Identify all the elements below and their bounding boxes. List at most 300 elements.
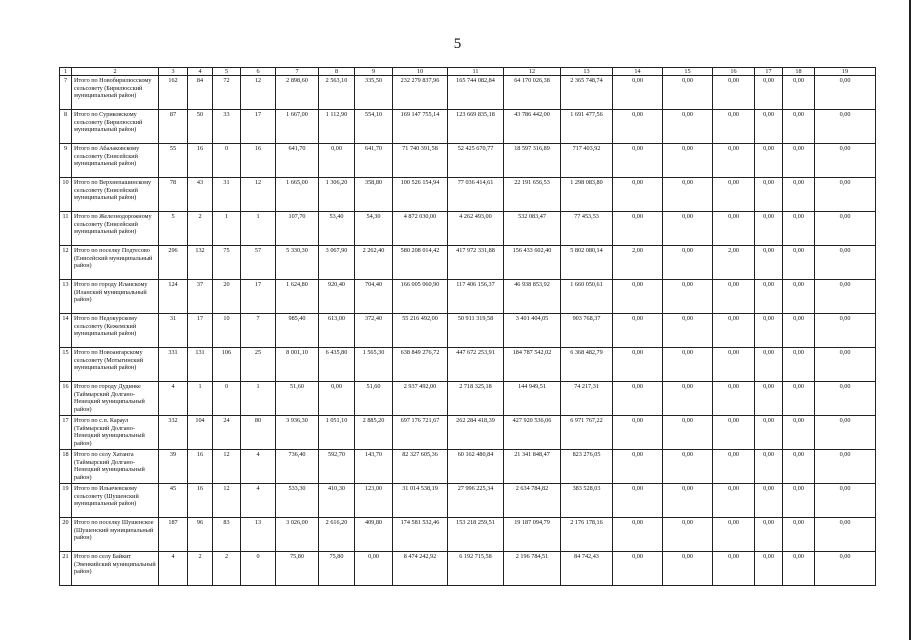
row-number-cell: 20 xyxy=(60,518,72,552)
value-cell: 0,00 xyxy=(613,518,663,552)
value-cell: 37 xyxy=(188,280,213,314)
row-number-cell: 11 xyxy=(60,212,72,246)
row-number-cell: 12 xyxy=(60,246,72,280)
row-number-cell: 18 xyxy=(60,450,72,484)
value-cell: 0,00 xyxy=(815,450,876,484)
value-cell: 13 xyxy=(241,518,276,552)
value-cell: 31 014 538,19 xyxy=(393,484,448,518)
value-cell: 6 435,80 xyxy=(319,348,355,382)
value-cell: 0,00 xyxy=(663,76,713,110)
territory-name-cell: Итого по поселку Подтесово (Енисейский муниципальный район) xyxy=(72,246,159,280)
value-cell: 0,00 xyxy=(815,348,876,382)
scan-edge-line xyxy=(909,0,911,640)
value-cell: 83 xyxy=(213,518,241,552)
value-cell: 7 xyxy=(241,314,276,348)
value-cell: 174 581 532,46 xyxy=(393,518,448,552)
territory-name-cell: Итого по Верхнепашинскому сельсовету (Енисейский муниципальный район) xyxy=(72,178,159,212)
value-cell: 1 xyxy=(241,212,276,246)
column-header: 9 xyxy=(355,68,393,76)
table-row xyxy=(60,280,876,314)
value-cell: 84 742,43 xyxy=(561,552,613,586)
value-cell: 10 xyxy=(213,314,241,348)
value-cell: 60 162 480,84 xyxy=(448,450,504,484)
value-cell: 2 937 492,00 xyxy=(393,382,448,416)
value-cell: 20 xyxy=(213,280,241,314)
value-cell: 78 xyxy=(159,178,188,212)
value-cell: 16 xyxy=(188,450,213,484)
value-cell: 0,00 xyxy=(755,280,783,314)
value-cell: 55 216 492,00 xyxy=(393,314,448,348)
value-cell: 52 425 670,77 xyxy=(448,144,504,178)
value-cell: 72 xyxy=(213,76,241,110)
value-cell: 1 660 050,61 xyxy=(561,280,613,314)
column-header: 18 xyxy=(783,68,815,76)
territory-name-cell: Итого по Суриковскому сельсовету (Бирилюсский муниципальный район) xyxy=(72,110,159,144)
value-cell: 31 xyxy=(213,178,241,212)
column-header: 7 xyxy=(276,68,319,76)
value-cell: 0,00 xyxy=(663,518,713,552)
value-cell: 0,00 xyxy=(755,76,783,110)
value-cell: 2 xyxy=(213,552,241,586)
value-cell: 1 667,00 xyxy=(276,110,319,144)
value-cell: 45 xyxy=(159,484,188,518)
value-cell: 16 xyxy=(188,144,213,178)
page-number: 5 xyxy=(453,36,462,52)
value-cell: 1 306,20 xyxy=(319,178,355,212)
value-cell: 0,00 xyxy=(783,212,815,246)
value-cell: 33 xyxy=(213,110,241,144)
value-cell: 985,40 xyxy=(276,314,319,348)
value-cell: 3 401 404,05 xyxy=(504,314,561,348)
value-cell: 0,00 xyxy=(815,518,876,552)
table-row xyxy=(60,76,876,110)
value-cell: 697 176 721,67 xyxy=(393,416,448,450)
territory-name-cell: Итого по городу Дудинке (Таймырский Долгано-Ненецкий муниципальный район) xyxy=(72,382,159,416)
value-cell: 25 xyxy=(241,348,276,382)
value-cell: 2 563,10 xyxy=(319,76,355,110)
row-number-cell: 13 xyxy=(60,280,72,314)
column-header: 12 xyxy=(504,68,561,76)
territory-name-cell: Итого по селу Байкит (Эвенкийский муниципальный район) xyxy=(72,552,159,586)
value-cell: 4 872 030,00 xyxy=(393,212,448,246)
value-cell: 2,00 xyxy=(613,246,663,280)
value-cell: 0,00 xyxy=(815,246,876,280)
value-cell: 0,00 xyxy=(815,212,876,246)
value-cell: 0,00 xyxy=(613,484,663,518)
value-cell: 75 xyxy=(213,246,241,280)
value-cell: 2 176 178,16 xyxy=(561,518,613,552)
row-number-cell: 17 xyxy=(60,416,72,450)
value-cell: 410,30 xyxy=(319,484,355,518)
value-cell: 1 xyxy=(241,382,276,416)
value-cell: 409,80 xyxy=(355,518,393,552)
value-cell: 3 936,30 xyxy=(276,416,319,450)
value-cell: 0,00 xyxy=(613,450,663,484)
value-cell: 0,00 xyxy=(713,518,755,552)
value-cell: 0,00 xyxy=(815,178,876,212)
value-cell: 184 787 542,02 xyxy=(504,348,561,382)
value-cell: 2 898,60 xyxy=(276,76,319,110)
value-cell: 104 xyxy=(188,416,213,450)
header-row xyxy=(60,68,876,76)
value-cell: 55 xyxy=(159,144,188,178)
value-cell: 27 996 225,34 xyxy=(448,484,504,518)
value-cell: 0,00 xyxy=(783,382,815,416)
value-cell: 165 744 082,84 xyxy=(448,76,504,110)
table-row xyxy=(60,450,876,484)
value-cell: 0,00 xyxy=(663,314,713,348)
value-cell: 12 xyxy=(241,76,276,110)
value-cell: 156 433 602,40 xyxy=(504,246,561,280)
column-header: 4 xyxy=(188,68,213,76)
territory-name-cell: Итого по Абалаковскому сельсовету (Енисейский муниципальный район) xyxy=(72,144,159,178)
value-cell: 96 xyxy=(188,518,213,552)
value-cell: 50 xyxy=(188,110,213,144)
value-cell: 0,00 xyxy=(713,144,755,178)
column-header: 3 xyxy=(159,68,188,76)
row-number-cell: 8 xyxy=(60,110,72,144)
value-cell: 0,00 xyxy=(613,314,663,348)
territory-name-cell: Итого по Недокурскому сельсовету (Кежемский муниципальный район) xyxy=(72,314,159,348)
value-cell: 4 xyxy=(159,382,188,416)
value-cell: 0,00 xyxy=(613,416,663,450)
value-cell: 0,00 xyxy=(713,76,755,110)
value-cell: 0,00 xyxy=(783,110,815,144)
value-cell: 0,00 xyxy=(783,450,815,484)
value-cell: 0 xyxy=(213,144,241,178)
value-cell: 717 403,92 xyxy=(561,144,613,178)
value-cell: 16 xyxy=(241,144,276,178)
value-cell: 43 786 442,00 xyxy=(504,110,561,144)
column-header: 10 xyxy=(393,68,448,76)
value-cell: 417 972 331,88 xyxy=(448,246,504,280)
value-cell: 50 911 319,58 xyxy=(448,314,504,348)
column-header: 5 xyxy=(213,68,241,76)
value-cell: 74 217,31 xyxy=(561,382,613,416)
territory-name-cell: Итого по селу Хатанга (Таймырский Долгано-Ненецкий муниципальный район) xyxy=(72,450,159,484)
table-row xyxy=(60,178,876,212)
value-cell: 6 368 482,79 xyxy=(561,348,613,382)
table-row xyxy=(60,416,876,450)
column-header: 1 xyxy=(60,68,72,76)
table-row xyxy=(60,314,876,348)
value-cell: 2 xyxy=(188,212,213,246)
value-cell: 5 xyxy=(159,212,188,246)
value-cell: 6 192 715,58 xyxy=(448,552,504,586)
value-cell: 0,00 xyxy=(755,348,783,382)
value-cell: 2 xyxy=(188,552,213,586)
value-cell: 82 327 605,36 xyxy=(393,450,448,484)
value-cell: 0,00 xyxy=(783,484,815,518)
value-cell: 46 938 853,92 xyxy=(504,280,561,314)
value-cell: 106 xyxy=(213,348,241,382)
value-cell: 447 672 253,91 xyxy=(448,348,504,382)
value-cell: 0,00 xyxy=(355,552,393,586)
value-cell: 0,00 xyxy=(783,246,815,280)
territory-name-cell: Итого по Ильичевскому сельсовету (Шушенский муниципальный район) xyxy=(72,484,159,518)
value-cell: 335,50 xyxy=(355,76,393,110)
value-cell: 0,00 xyxy=(713,416,755,450)
value-cell: 5 802 080,14 xyxy=(561,246,613,280)
value-cell: 17 xyxy=(188,314,213,348)
value-cell: 4 xyxy=(241,484,276,518)
row-number-cell: 10 xyxy=(60,178,72,212)
value-cell: 0,00 xyxy=(663,416,713,450)
value-cell: 736,40 xyxy=(276,450,319,484)
value-cell: 0,00 xyxy=(815,110,876,144)
value-cell: 77 453,53 xyxy=(561,212,613,246)
value-cell: 0,00 xyxy=(815,76,876,110)
value-cell: 24 xyxy=(213,416,241,450)
value-cell: 132 xyxy=(188,246,213,280)
value-cell: 124 xyxy=(159,280,188,314)
column-header: 11 xyxy=(448,68,504,76)
value-cell: 372,40 xyxy=(355,314,393,348)
value-cell: 4 xyxy=(241,450,276,484)
value-cell: 0,00 xyxy=(815,144,876,178)
value-cell: 53,40 xyxy=(319,212,355,246)
value-cell: 532 083,47 xyxy=(504,212,561,246)
table-row xyxy=(60,484,876,518)
value-cell: 0,00 xyxy=(663,382,713,416)
value-cell: 16 xyxy=(188,484,213,518)
value-cell: 296 xyxy=(159,246,188,280)
value-cell: 0,00 xyxy=(713,314,755,348)
territory-name-cell: Итого по Новобирилюсскому сельсовету (Бирилюсский муниципальный район) xyxy=(72,76,159,110)
value-cell: 0,00 xyxy=(755,518,783,552)
value-cell: 0 xyxy=(241,552,276,586)
value-cell: 704,40 xyxy=(355,280,393,314)
value-cell: 0,00 xyxy=(755,450,783,484)
value-cell: 0,00 xyxy=(783,178,815,212)
column-header: 14 xyxy=(613,68,663,76)
value-cell: 232 279 837,96 xyxy=(393,76,448,110)
value-cell: 0,00 xyxy=(613,280,663,314)
value-cell: 0,00 xyxy=(613,144,663,178)
row-number-cell: 7 xyxy=(60,76,72,110)
table-row xyxy=(60,144,876,178)
value-cell: 80 xyxy=(241,416,276,450)
value-cell: 0,00 xyxy=(663,552,713,586)
value-cell: 383 528,03 xyxy=(561,484,613,518)
data-table xyxy=(59,67,876,586)
value-cell: 1 051,10 xyxy=(319,416,355,450)
value-cell: 0,00 xyxy=(755,212,783,246)
value-cell: 0,00 xyxy=(755,416,783,450)
value-cell: 1 xyxy=(213,212,241,246)
row-number-cell: 15 xyxy=(60,348,72,382)
value-cell: 0,00 xyxy=(815,314,876,348)
value-cell: 0,00 xyxy=(755,144,783,178)
value-cell: 1 298 083,80 xyxy=(561,178,613,212)
value-cell: 1 112,90 xyxy=(319,110,355,144)
value-cell: 262 284 418,39 xyxy=(448,416,504,450)
column-header: 19 xyxy=(815,68,876,76)
value-cell: 920,40 xyxy=(319,280,355,314)
value-cell: 0,00 xyxy=(663,450,713,484)
value-cell: 0,00 xyxy=(663,280,713,314)
value-cell: 107,70 xyxy=(276,212,319,246)
value-cell: 0,00 xyxy=(613,212,663,246)
row-number-cell: 16 xyxy=(60,382,72,416)
value-cell: 162 xyxy=(159,76,188,110)
territory-name-cell: Итого по городу Иланскому (Иланский муниципальный район) xyxy=(72,280,159,314)
value-cell: 12 xyxy=(213,450,241,484)
value-cell: 613,00 xyxy=(319,314,355,348)
column-header: 8 xyxy=(319,68,355,76)
value-cell: 0,00 xyxy=(815,552,876,586)
value-cell: 3 067,90 xyxy=(319,246,355,280)
value-cell: 0,00 xyxy=(613,382,663,416)
value-cell: 0,00 xyxy=(755,246,783,280)
row-number-cell: 21 xyxy=(60,552,72,586)
value-cell: 117 406 156,37 xyxy=(448,280,504,314)
value-cell: 0,00 xyxy=(783,76,815,110)
value-cell: 123,00 xyxy=(355,484,393,518)
value-cell: 0,00 xyxy=(663,484,713,518)
value-cell: 153 218 259,51 xyxy=(448,518,504,552)
value-cell: 0,00 xyxy=(663,212,713,246)
territory-name-cell: Итого по с.п. Караул (Таймырский Долгано-Ненецкий муниципальный район) xyxy=(72,416,159,450)
value-cell: 75,80 xyxy=(276,552,319,586)
value-cell: 0,00 xyxy=(755,382,783,416)
value-cell: 143,70 xyxy=(355,450,393,484)
value-cell: 17 xyxy=(241,280,276,314)
value-cell: 0,00 xyxy=(613,110,663,144)
value-cell: 0,00 xyxy=(783,144,815,178)
territory-name-cell: Итого по Железнодорожному сельсовету (Енисейский муниципальный район) xyxy=(72,212,159,246)
value-cell: 144 949,51 xyxy=(504,382,561,416)
value-cell: 22 191 656,53 xyxy=(504,178,561,212)
value-cell: 0,00 xyxy=(713,348,755,382)
column-header: 16 xyxy=(713,68,755,76)
value-cell: 0,00 xyxy=(713,280,755,314)
value-cell: 0,00 xyxy=(613,178,663,212)
value-cell: 12 xyxy=(241,178,276,212)
table-row xyxy=(60,348,876,382)
table-row xyxy=(60,110,876,144)
value-cell: 31 xyxy=(159,314,188,348)
column-header: 2 xyxy=(72,68,159,76)
value-cell: 0,00 xyxy=(713,178,755,212)
value-cell: 43 xyxy=(188,178,213,212)
value-cell: 0,00 xyxy=(319,144,355,178)
value-cell: 2 196 784,51 xyxy=(504,552,561,586)
value-cell: 0,00 xyxy=(713,450,755,484)
column-header: 17 xyxy=(755,68,783,76)
value-cell: 131 xyxy=(188,348,213,382)
value-cell: 0,00 xyxy=(663,246,713,280)
value-cell: 638 849 276,72 xyxy=(393,348,448,382)
value-cell: 0,00 xyxy=(783,518,815,552)
value-cell: 51,60 xyxy=(276,382,319,416)
value-cell: 2 634 784,82 xyxy=(504,484,561,518)
value-cell: 0,00 xyxy=(783,416,815,450)
value-cell: 0,00 xyxy=(755,552,783,586)
value-cell: 57 xyxy=(241,246,276,280)
value-cell: 0,00 xyxy=(783,552,815,586)
value-cell: 6 971 767,22 xyxy=(561,416,613,450)
value-cell: 592,70 xyxy=(319,450,355,484)
value-cell: 2 616,20 xyxy=(319,518,355,552)
value-cell: 0,00 xyxy=(613,552,663,586)
value-cell: 77 036 414,61 xyxy=(448,178,504,212)
value-cell: 0,00 xyxy=(755,110,783,144)
value-cell: 0,00 xyxy=(713,484,755,518)
value-cell: 0,00 xyxy=(815,382,876,416)
value-cell: 100 526 154,94 xyxy=(393,178,448,212)
value-cell: 0,00 xyxy=(755,314,783,348)
column-header: 15 xyxy=(663,68,713,76)
value-cell: 554,10 xyxy=(355,110,393,144)
value-cell: 0,00 xyxy=(815,280,876,314)
value-cell: 0,00 xyxy=(713,382,755,416)
value-cell: 1 691 477,56 xyxy=(561,110,613,144)
value-cell: 17 xyxy=(241,110,276,144)
value-cell: 19 187 094,79 xyxy=(504,518,561,552)
value-cell: 169 147 755,14 xyxy=(393,110,448,144)
table-row xyxy=(60,212,876,246)
value-cell: 84 xyxy=(188,76,213,110)
value-cell: 18 597 316,89 xyxy=(504,144,561,178)
value-cell: 533,30 xyxy=(276,484,319,518)
row-number-cell: 9 xyxy=(60,144,72,178)
value-cell: 0,00 xyxy=(713,552,755,586)
value-cell: 0,00 xyxy=(783,348,815,382)
value-cell: 641,70 xyxy=(276,144,319,178)
value-cell: 0,00 xyxy=(783,280,815,314)
territory-name-cell: Итого по поселку Шушенское (Шушенский муниципальный район) xyxy=(72,518,159,552)
value-cell: 2 885,20 xyxy=(355,416,393,450)
value-cell: 332 xyxy=(159,416,188,450)
value-cell: 1 665,00 xyxy=(276,178,319,212)
row-number-cell: 19 xyxy=(60,484,72,518)
value-cell: 0,00 xyxy=(663,178,713,212)
table-row xyxy=(60,382,876,416)
value-cell: 8 474 242,92 xyxy=(393,552,448,586)
value-cell: 823 276,05 xyxy=(561,450,613,484)
column-header: 13 xyxy=(561,68,613,76)
value-cell: 4 262 493,00 xyxy=(448,212,504,246)
column-header: 6 xyxy=(241,68,276,76)
value-cell: 2 365 748,74 xyxy=(561,76,613,110)
value-cell: 0,00 xyxy=(663,348,713,382)
value-cell: 0,00 xyxy=(319,382,355,416)
value-cell: 64 170 026,38 xyxy=(504,76,561,110)
value-cell: 21 341 848,47 xyxy=(504,450,561,484)
value-cell: 123 669 835,18 xyxy=(448,110,504,144)
value-cell: 71 740 391,58 xyxy=(393,144,448,178)
value-cell: 358,80 xyxy=(355,178,393,212)
value-cell: 0,00 xyxy=(713,212,755,246)
value-cell: 2,00 xyxy=(713,246,755,280)
value-cell: 0,00 xyxy=(613,76,663,110)
table-row xyxy=(60,518,876,552)
value-cell: 1 565,30 xyxy=(355,348,393,382)
territory-name-cell: Итого по Новоангарскому сельсовету (Мотыгинский муниципальный район) xyxy=(72,348,159,382)
value-cell: 12 xyxy=(213,484,241,518)
value-cell: 187 xyxy=(159,518,188,552)
value-cell: 3 026,00 xyxy=(276,518,319,552)
value-cell: 0,00 xyxy=(815,416,876,450)
value-cell: 427 920 536,06 xyxy=(504,416,561,450)
value-cell: 903 768,37 xyxy=(561,314,613,348)
value-cell: 0,00 xyxy=(613,348,663,382)
value-cell: 0,00 xyxy=(783,314,815,348)
value-cell: 166 005 060,90 xyxy=(393,280,448,314)
value-cell: 641,70 xyxy=(355,144,393,178)
value-cell: 87 xyxy=(159,110,188,144)
